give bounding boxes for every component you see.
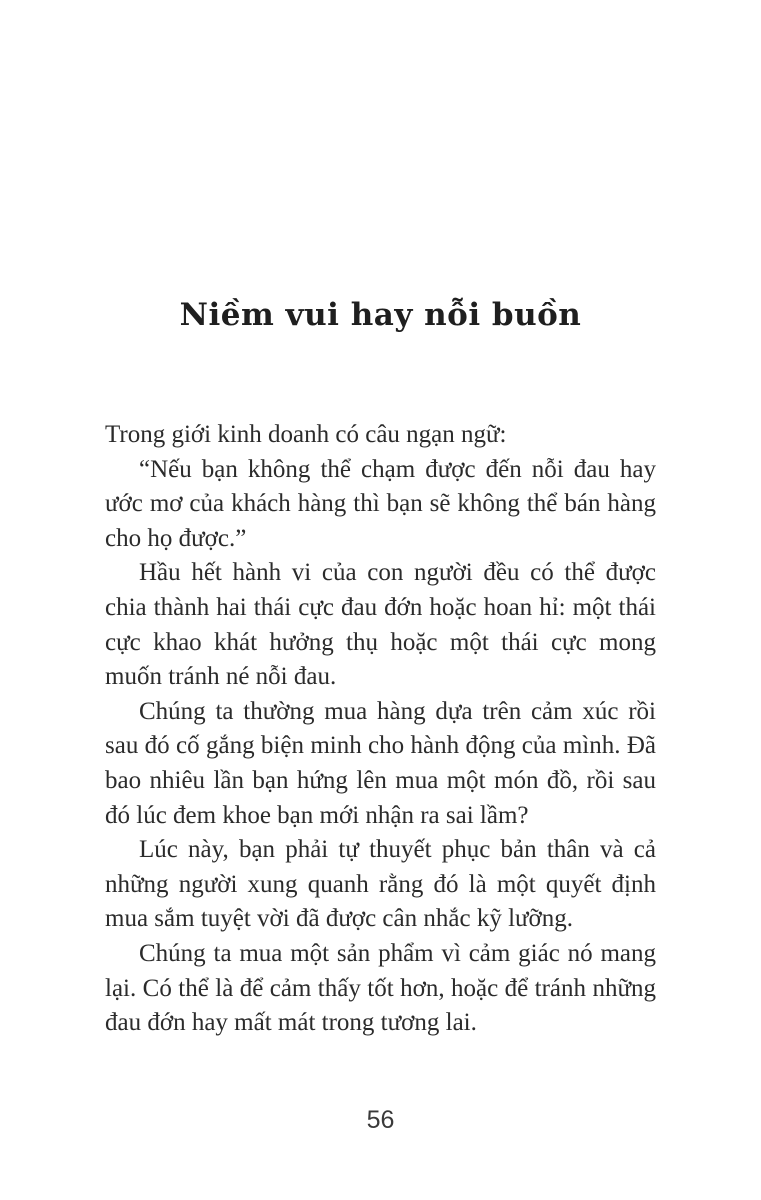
paragraph: Trong giới kinh doanh có câu ngạn ngữ: [105,421,507,448]
page-number: 56 [366,1106,395,1134]
paragraph: Hầu hết hành vi của con người đều có thể được chia thành hai thái cực đau đớn hoặc hoan hỉ: một thái cực khao khát hưởng thụ hoặc một thái cực mong muốn tránh né nỗi đau. [105,559,656,691]
paragraph: Lúc này, bạn phải tự thuyết phục bản thân và cả những người xung quanh rằng đó là một quyết định mua sắm tuyệt vời đã được cân nhắc kỹ lưỡng. [105,836,656,933]
chapter-title: Niềm vui hay nỗi buồn [179,297,582,333]
paragraph: “Nếu bạn không thể chạm được đến nỗi đau hay ước mơ của khách hàng thì bạn sẽ không thể bán hàng cho họ được.” [105,455,656,552]
paragraph: Chúng ta mua một sản phẩm vì cảm giác nó mang lại. Có thể là để cảm thấy tốt hơn, hoặc để tránh những đau đớn hay mất mát trong tương lai. [105,939,656,1037]
paragraph: Chúng ta thường mua hàng dựa trên cảm xúc rồi sau đó cố gắng biện minh cho hành động của mình. Đã bao nhiêu lần bạn hứng lên mua một món đồ, rồi sau đó lúc đem khoe bạn mới nhận ra sai lầm? [105,697,656,829]
body-text [105,418,656,1041]
